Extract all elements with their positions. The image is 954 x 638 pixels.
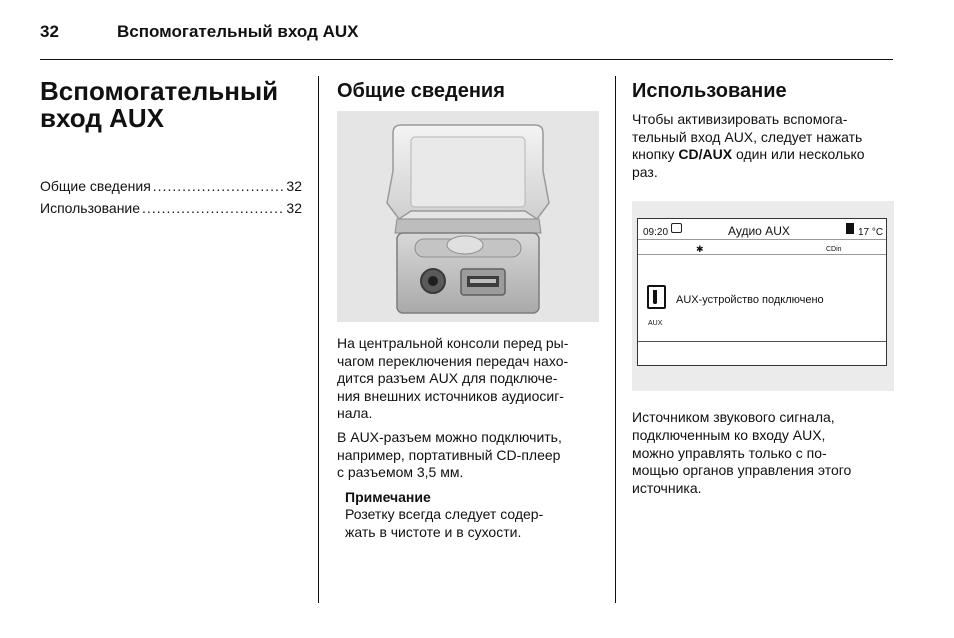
section-heading-general: Общие сведения bbox=[337, 80, 505, 102]
column-general-info bbox=[337, 76, 599, 542]
display-temperature: 17 °C bbox=[858, 227, 884, 239]
toc-leader-dots bbox=[153, 178, 285, 196]
paragraph-aux-devices: В AUX-разъем можно подключить, например, портативный CD-плеер с разъемом 3,5 мм. bbox=[337, 428, 562, 481]
toc-entry-label: Использование bbox=[40, 200, 141, 216]
toc-entry-label: Общие сведения bbox=[40, 178, 151, 194]
page-number: 32 bbox=[40, 22, 59, 41]
display-message: AUX-устройство подключено bbox=[676, 294, 824, 307]
aux-plug-icon bbox=[647, 285, 666, 309]
column-usage bbox=[632, 76, 897, 503]
toc-leader-dots bbox=[142, 200, 284, 218]
audio-display bbox=[637, 218, 887, 366]
paragraph-control-source: Источником звукового сигнала, подключенным ко входу AUX, можно управлять только с по- мощью органов управления этого источника. bbox=[632, 409, 852, 496]
column-divider-1 bbox=[318, 76, 319, 603]
toc-entry-usage[interactable] bbox=[40, 200, 302, 222]
header-rule bbox=[40, 59, 893, 60]
note-text: Розетку всегда следует содер- жать в чистоте и в сухости. bbox=[345, 506, 544, 540]
paragraph-activate-aux: Чтобы активизировать вспомога- тельный вход AUX, следует нажать кнопку CD/AUX один или несколько раз. bbox=[632, 111, 865, 180]
table-of-contents bbox=[40, 178, 302, 222]
display-title: Аудио AUX bbox=[728, 224, 790, 239]
clock-icon bbox=[671, 223, 682, 233]
paragraph-aux-location: На центральной консоли перед ры- чагом переключения передач нахо- дится разъем AUX для подключе- ния внешних источников аудиосиг- нала. bbox=[337, 335, 569, 422]
column-chapter bbox=[40, 76, 302, 222]
display-status-bar bbox=[638, 219, 886, 240]
toc-entry-general[interactable] bbox=[40, 178, 302, 200]
aux-icon-label: AUX bbox=[648, 320, 663, 328]
cdin-label: CDin bbox=[826, 246, 842, 254]
note-title: Примечание bbox=[345, 488, 431, 505]
column-divider-2 bbox=[615, 76, 616, 603]
display-time: 09:20 bbox=[643, 227, 669, 239]
bluetooth-icon: ✱ bbox=[696, 244, 704, 255]
chapter-title-line-2: вход AUX bbox=[40, 103, 164, 133]
cd-aux-button-label: CD/AUX bbox=[678, 146, 733, 163]
running-title: Вспомогательный вход AUX bbox=[117, 22, 359, 41]
thermometer-icon bbox=[846, 223, 854, 234]
display-source-bar bbox=[638, 240, 886, 255]
aux-socket-illustration bbox=[337, 111, 599, 322]
chapter-title bbox=[40, 78, 302, 132]
aux-socket-photo bbox=[337, 111, 599, 322]
toc-entry-page: 32 bbox=[286, 178, 302, 194]
display-bottom-divider bbox=[638, 341, 886, 342]
note-block bbox=[345, 489, 599, 542]
display-screenshot bbox=[632, 201, 894, 391]
toc-entry-page: 32 bbox=[286, 200, 302, 216]
chapter-title-line-1: Вспомогательный bbox=[40, 76, 279, 106]
section-heading-usage: Использование bbox=[632, 80, 787, 102]
